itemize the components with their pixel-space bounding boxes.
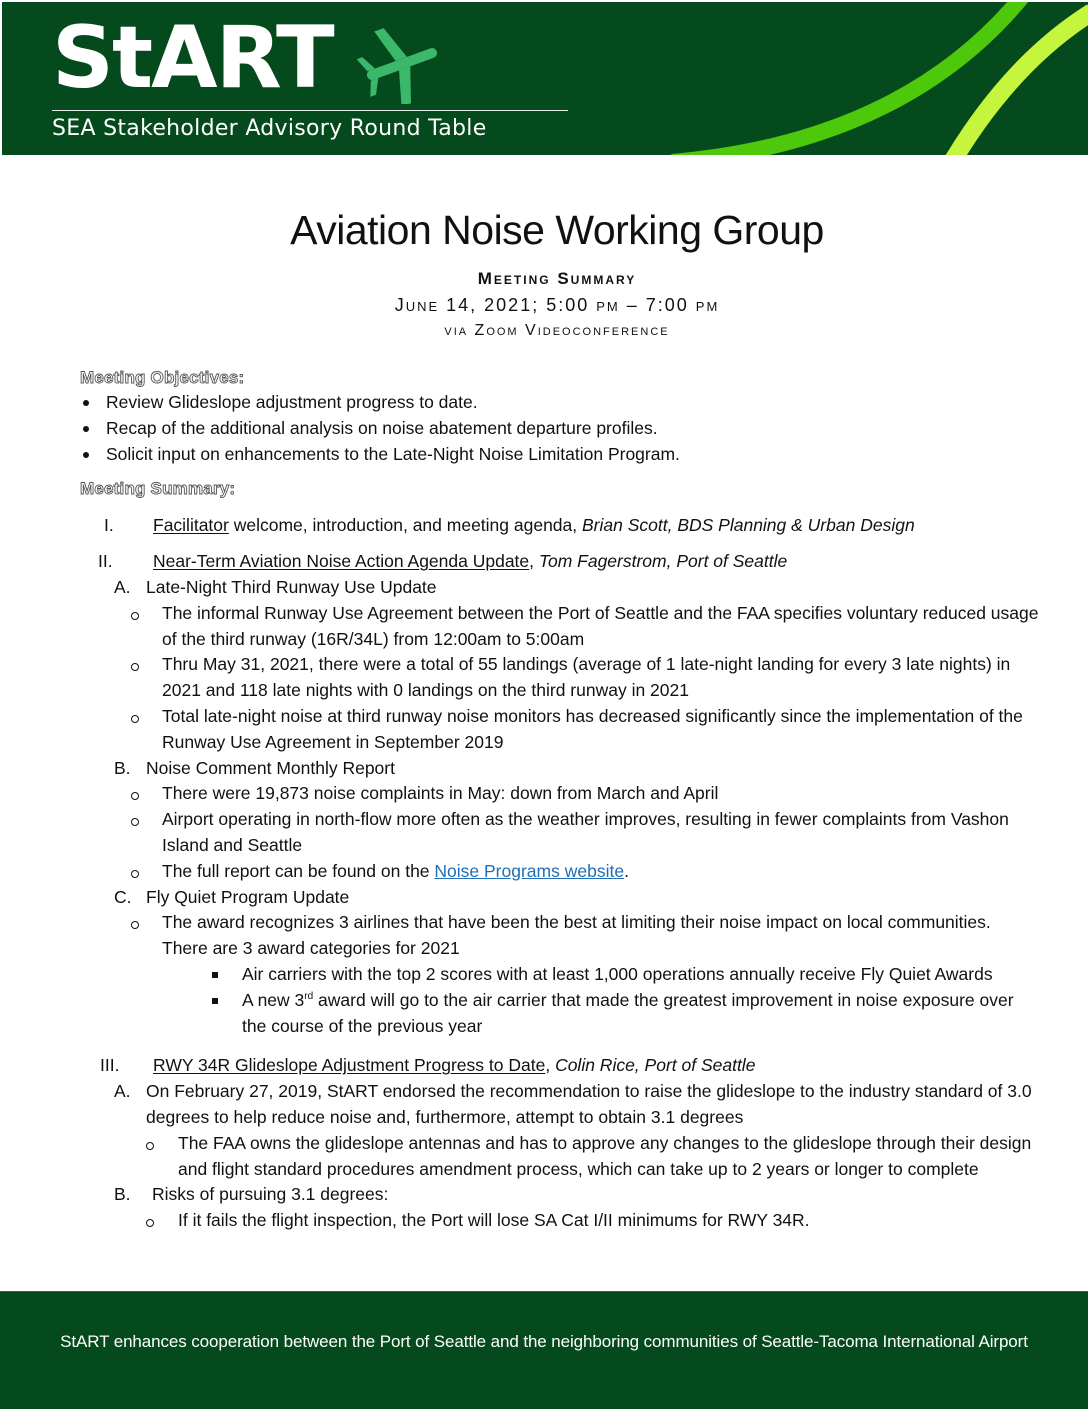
bullet-text: award will go to the air carrier that made the greatest improvement in noise exposure over the course of the previous year bbox=[242, 989, 1014, 1036]
footer-banner bbox=[0, 1291, 1088, 1409]
agenda-item-1 bbox=[80, 513, 1040, 539]
subitem-letter: A. bbox=[114, 576, 131, 597]
agenda-description: welcome, introduction, and meeting agenda, bbox=[228, 515, 582, 536]
bullets-2a bbox=[98, 601, 1040, 756]
subitem-2a bbox=[98, 575, 1040, 601]
subitem-title: Late-Night Third Runway Use Update bbox=[146, 576, 437, 597]
list-item: Review Glideslope adjustment progress to date. bbox=[80, 390, 1040, 416]
bullet-item: If it fails the flight inspection, the Port will lose SA Cat I/II minimums for RWY 34R. bbox=[98, 1208, 1040, 1234]
subitem-3b bbox=[98, 1182, 1040, 1208]
page-title: Aviation Noise Working Group bbox=[290, 207, 824, 253]
bullet-text: . bbox=[624, 860, 629, 881]
summary-heading: Meeting Summary: bbox=[80, 479, 236, 499]
subitem-2c bbox=[98, 885, 1040, 911]
logo-wordmark: StART bbox=[52, 8, 333, 108]
agenda-presenter: Tom Fagerstrom, Port of Seattle bbox=[538, 551, 788, 572]
separator: , bbox=[529, 551, 539, 572]
sub-bullet-item bbox=[98, 988, 1040, 1040]
subitem-letter: A. bbox=[114, 1081, 131, 1102]
subitem-title: Fly Quiet Program Update bbox=[146, 886, 350, 907]
bullets-2c bbox=[98, 910, 1040, 1039]
subitem-3a bbox=[98, 1079, 1040, 1131]
bullet-text: A new 3 bbox=[242, 989, 305, 1010]
logo-divider bbox=[52, 110, 568, 111]
bullets-2b bbox=[98, 781, 1040, 884]
ordinal-suffix: rd bbox=[304, 990, 314, 1002]
subitem-2b bbox=[98, 756, 1040, 782]
agenda-number: II. bbox=[98, 551, 113, 572]
agenda-number: III. bbox=[100, 1055, 120, 1076]
separator: , bbox=[545, 1055, 556, 1076]
agenda-title: Near-Term Aviation Noise Action Agenda Update bbox=[153, 551, 530, 572]
subitem-title: Noise Comment Monthly Report bbox=[146, 757, 395, 778]
sub-bullet-item: Air carriers with the top 2 scores with at least 1,000 operations annually receive Fly Quiet Awards bbox=[98, 962, 1040, 988]
subitem-title: Risks of pursuing 3.1 degrees: bbox=[152, 1184, 389, 1205]
bullet-item: Airport operating in north-flow more often as the weather improves, resulting in fewer complaints from Vashon Island and Seattle bbox=[98, 807, 1040, 859]
bullet-item: The award recognizes 3 airlines that have been the best at limiting their noise impact on local communities. There are 3 award categories for 2021 bbox=[98, 910, 1040, 962]
agenda-item-2 bbox=[80, 549, 1040, 1039]
agenda-presenter: Colin Rice, Port of Seattle bbox=[555, 1055, 756, 1076]
noise-programs-link[interactable]: Noise Programs website bbox=[434, 860, 625, 881]
header-banner bbox=[2, 2, 1088, 155]
objectives-list bbox=[80, 390, 1040, 467]
bullets-3b bbox=[98, 1208, 1040, 1234]
bullet-item: The FAA owns the glideslope antennas and has to approve any changes to the glideslope through their design and flight standard procedures amendment process, which can take up to 2 years or longer to complete bbox=[98, 1131, 1040, 1183]
footer-tagline: StART enhances cooperation between the Port of Seattle and the neighboring communities of Seattle-Tacoma International Airport bbox=[60, 1332, 1028, 1351]
subitem-letter: B. bbox=[114, 757, 131, 778]
list-item: Recap of the additional analysis on noise abatement departure profiles. bbox=[80, 416, 1040, 442]
agenda-title: Facilitator bbox=[153, 515, 229, 536]
bullets-3a bbox=[98, 1131, 1040, 1183]
agenda-item-3 bbox=[80, 1053, 1040, 1234]
subitem-letter: B. bbox=[114, 1184, 131, 1205]
subitem-title: On February 27, 2019, StART endorsed the recommendation to raise the glideslope to the industry standard of 3.0 degrees to help reduce noise and, furthermore, attempt to obtain 3.1 degrees bbox=[146, 1081, 1032, 1127]
document-type-label: Meeting Summary bbox=[477, 269, 637, 288]
bullet-item: There were 19,873 noise complaints in May: down from March and April bbox=[98, 781, 1040, 807]
bullet-item: Total late-night noise at third runway noise monitors has decreased significantly since the implementation of the Runway Use Agreement in September 2019 bbox=[98, 704, 1040, 756]
arc-lime bbox=[952, 12, 1088, 155]
logo-subtitle: SEA Stakeholder Advisory Round Table bbox=[52, 116, 487, 141]
agenda-number: I. bbox=[104, 515, 114, 536]
objectives-heading: Meeting Objectives: bbox=[80, 368, 245, 387]
meeting-date: June 14, 2021; 5:00 pm – 7:00 pm bbox=[394, 295, 720, 315]
agenda-title: RWY 34R Glideslope Adjustment Progress to Date bbox=[153, 1055, 546, 1076]
title-block bbox=[0, 200, 1088, 344]
airplane-icon bbox=[357, 24, 447, 104]
agenda-presenter: Brian Scott, BDS Planning & Urban Design bbox=[582, 515, 915, 536]
bullet-item: Thru May 31, 2021, there were a total of 55 landings (average of 1 late-night landing for every 3 late nights) in 2021 and 118 late nights with 0 landings on the third runway in 2021 bbox=[98, 652, 1040, 704]
bullet-text: The full report can be found on the bbox=[162, 860, 435, 881]
bullet-item: The informal Runway Use Agreement between the Port of Seattle and the FAA specifies voluntary reduced usage of the third runway (16R/34L) from 12:00am to 5:00am bbox=[98, 601, 1040, 653]
list-item: Solicit input on enhancements to the Late-Night Noise Limitation Program. bbox=[80, 442, 1040, 468]
bullet-item bbox=[98, 859, 1040, 885]
subitem-letter: C. bbox=[114, 886, 132, 907]
meeting-venue: via Zoom Videoconference bbox=[444, 322, 670, 339]
document-body bbox=[80, 366, 1040, 1234]
